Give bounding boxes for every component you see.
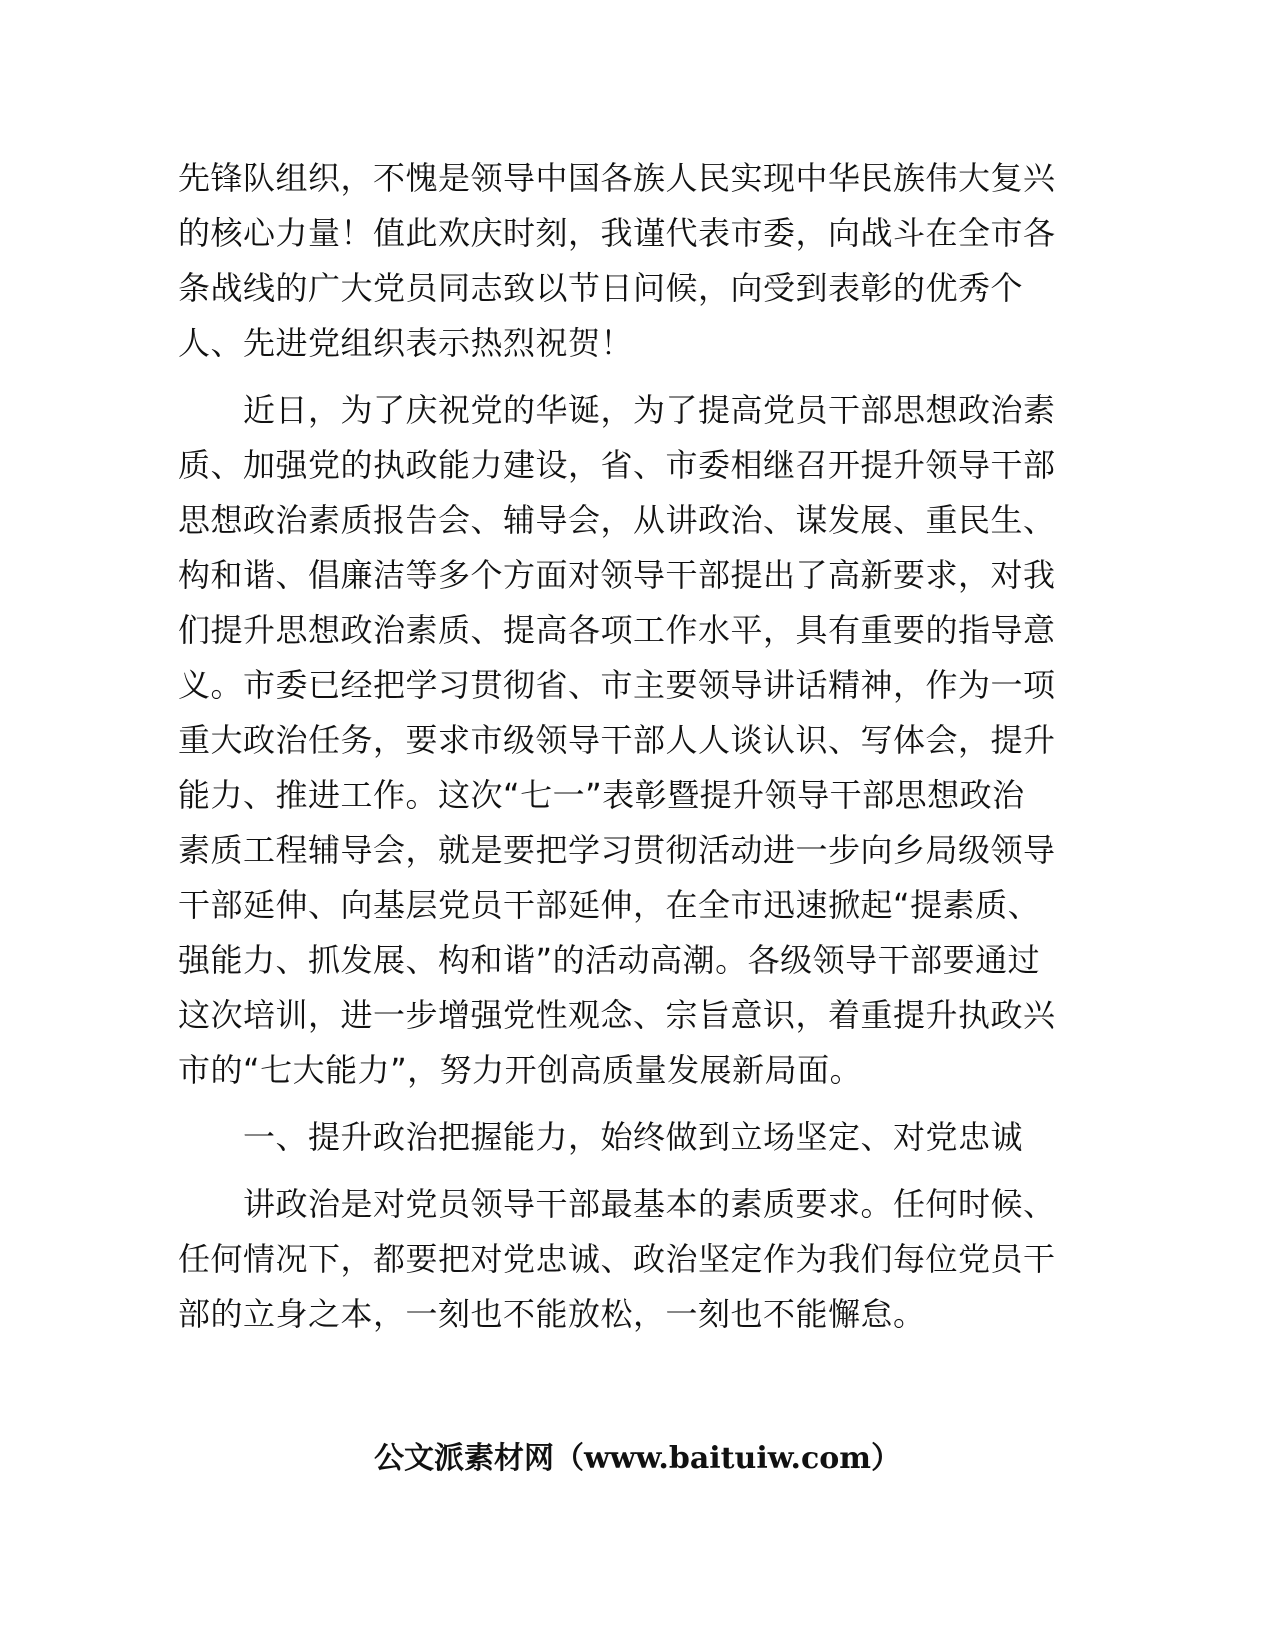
text-line: 部的立身之本，一刻也不能放松，一刻也不能懈怠。: [178, 1295, 926, 1333]
paragraph-3: [178, 1177, 1056, 1342]
text-line: 的核心力量！值此欢庆时刻，我谨代表市委，向战斗在全市各: [178, 214, 1056, 252]
text-line: 近日，为了庆祝党的华诞，为了提高党员干部思想政治素: [178, 391, 1056, 429]
text-line: 质、加强党的执政能力建设，省、市委相继召开提升领导干部: [178, 446, 1056, 484]
paragraph-2: [178, 383, 1056, 1098]
text-line: 讲政治是对党员领导干部最基本的素质要求。任何时候、: [178, 1185, 1056, 1223]
text-line: 义。市委已经把学习贯彻省、市主要领导讲话精神，作为一项: [178, 666, 1056, 704]
section-heading: [178, 1110, 1038, 1165]
text-line: 市的“七大能力”，努力开创高质量发展新局面。: [178, 1051, 863, 1089]
text-line: 能力、推进工作。这次“七一”表彰暨提升领导干部思想政治: [178, 776, 1025, 814]
text-line: 人、先进党组织表示热烈祝贺！: [178, 324, 634, 362]
text-line: 条战线的广大党员同志致以节日问候，向受到表彰的优秀个: [178, 269, 1024, 307]
heading-line: 一、提升政治把握能力，始终做到立场坚定、对党忠诚: [178, 1118, 1024, 1156]
paragraph-1: [178, 151, 1056, 371]
text-line: 们提升思想政治素质、提高各项工作水平，具有重要的指导意: [178, 611, 1056, 649]
document-body: [178, 151, 1056, 1342]
text-line: 这次培训，进一步增强党性观念、宗旨意识，着重提升执政兴: [178, 996, 1056, 1034]
text-line: 构和谐、倡廉洁等多个方面对领导干部提出了高新要求，对我: [178, 556, 1056, 594]
text-line: 重大政治任务，要求市级领导干部人人谈认识、写体会，提升: [178, 721, 1056, 759]
page-footer: 公文派素材网（www.baituiw.com）: [373, 1441, 902, 1476]
text-line: 素质工程辅导会，就是要把学习贯彻活动进一步向乡局级领导: [178, 831, 1056, 869]
text-line: 干部延伸、向基层党员干部延伸，在全市迅速掀起“提素质、: [178, 886, 1041, 924]
text-line: 强能力、抓发展、构和谐”的活动高潮。各级领导干部要通过: [178, 941, 1041, 979]
text-line: 思想政治素质报告会、辅导会，从讲政治、谋发展、重民生、: [178, 501, 1056, 539]
text-line: 任何情况下，都要把对党忠诚、政治坚定作为我们每位党员干: [178, 1240, 1056, 1278]
text-line: 先锋队组织，不愧是领导中国各族人民实现中华民族伟大复兴: [178, 159, 1056, 197]
